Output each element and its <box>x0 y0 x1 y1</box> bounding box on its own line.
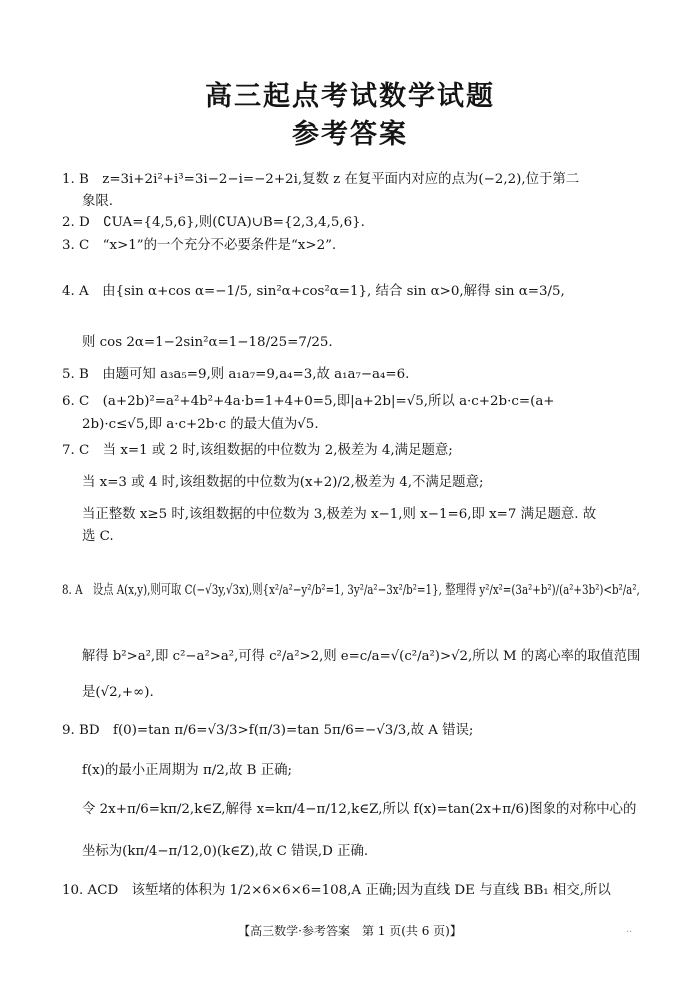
answer-4-line-2: 则 cos 2α=1−2sin²α=1−18/25=7/25. <box>82 335 333 350</box>
answer-1-line-2: 象限. <box>82 194 114 209</box>
answer-7-line-3: 当正整数 x≥5 时,该组数据的中位数为 3,极差为 x−1,则 x−1=6,即 x=7 满足题意. 故 <box>82 507 597 522</box>
answer-1-line-1: 1. B z=3i+2i²+i³=3i−2−i=−2+2i,复数 z 在复平面内对应的点为(−2,2),位于第二 <box>62 172 580 187</box>
answer-7-line-4: 选 C. <box>82 529 114 544</box>
answer-6-line-2: 2b)·c≤√5,即 a·c+2b·c 的最大值为√5. <box>82 417 319 432</box>
page-subtitle: 参考答案 <box>292 119 408 150</box>
answer-5: 5. B 由题可知 a₃a₅=9,则 a₁a₇=9,a₄=3,故 a₁a₇−a₄=6. <box>62 367 410 382</box>
answer-2: 2. D ∁UA={4,5,6},则(∁UA)∪B={2,3,4,5,6}. <box>62 215 365 230</box>
answer-9-line-1: 9. BD f(0)=tan π/6=√3/3>f(π/3)=tan 5π/6=−√3/3,故 A 错误; <box>62 723 474 738</box>
answer-9-line-2: f(x)的最小正周期为 π/2,故 B 正确; <box>82 763 293 778</box>
footer-mark: .. <box>626 924 633 935</box>
page-title: 高三起点考试数学试题 <box>205 81 495 112</box>
answer-7-line-1: 7. C 当 x=1 或 2 时,该组数据的中位数为 2,极差为 4,满足题意; <box>62 443 453 458</box>
answer-7-line-2: 当 x=3 或 4 时,该组数据的中位数为(x+2)/2,极差为 4,不满足题意; <box>82 475 484 490</box>
answer-8-line-1: 8. A 设点 A(x,y),则可取 C(−√3y,√3x),则{x²/a²−y²/b²=1, 3y²/a²−3x²/b²=1}, 整理得 y²/x²=(3a²+b²)/(a²+3b²)<b²/a², <box>62 583 640 598</box>
answer-9-line-4: 坐标为(kπ/4−π/12,0)(k∈Z),故 C 错误,D 正确. <box>82 844 369 859</box>
answer-6-line-1: 6. C (a+2b)²=a²+4b²+4a·b=1+4+0=5,即|a+2b|=√5,所以 a·c+2b·c=(a+ <box>62 394 555 409</box>
answer-8-line-3: 是(√2,+∞). <box>82 685 154 700</box>
answer-3: 3. C “x>1”的一个充分不必要条件是“x>2”. <box>62 238 337 253</box>
answer-10-line-1: 10. ACD 该堑堵的体积为 1/2×6×6×6=108,A 正确;因为直线 DE 与直线 BB₁ 相交,所以 <box>62 883 611 898</box>
page-footer: 【高三数学·参考答案 第 1 页(共 6 页)】 <box>238 924 462 938</box>
answer-9-line-3: 令 2x+π/6=kπ/2,k∈Z,解得 x=kπ/4−π/12,k∈Z,所以 f(x)=tan(2x+π/6)图象的对称中心的 <box>82 802 637 817</box>
answer-4-line-1: 4. A 由{sin α+cos α=−1/5, sin²α+cos²α=1}, 结合 sin α>0,解得 sin α=3/5, <box>62 284 565 299</box>
answer-8-line-2: 解得 b²>a²,即 c²−a²>a²,可得 c²/a²>2,则 e=c/a=√(c²/a²)>√2,所以 M 的离心率的取值范围 <box>82 649 641 664</box>
